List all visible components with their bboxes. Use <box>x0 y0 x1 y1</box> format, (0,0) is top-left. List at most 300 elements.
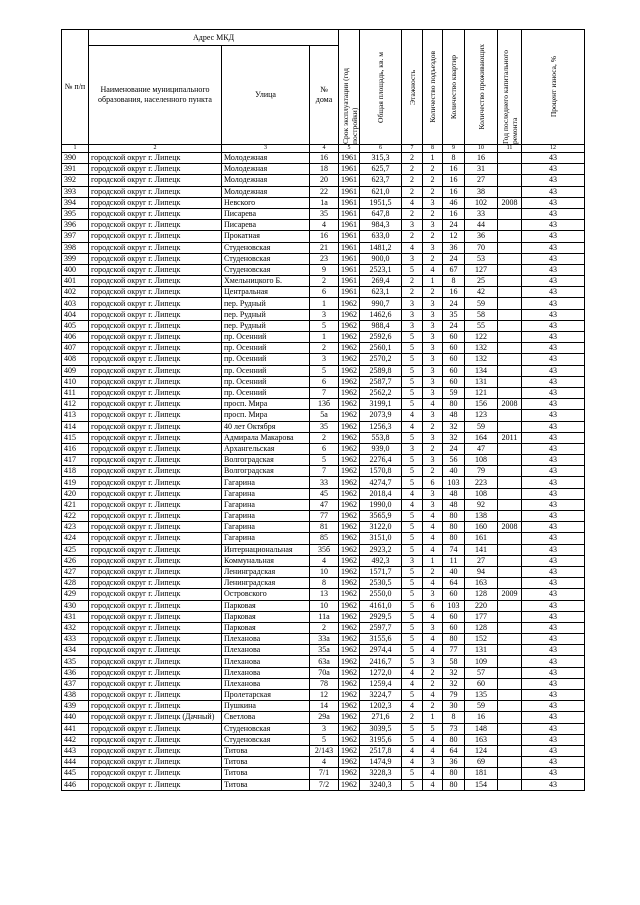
last-repair-cell <box>498 533 522 544</box>
house-cell: 78 <box>310 678 339 689</box>
street-cell: пр. Осенний <box>222 387 310 398</box>
apartments-cell: 24 <box>443 443 465 454</box>
wear-cell: 43 <box>522 332 585 343</box>
municipality-cell: городской округ г. Липецк <box>89 522 222 533</box>
floors-cell: 5 <box>402 343 423 354</box>
entrances-cell: 4 <box>423 734 443 745</box>
municipality-cell: городской округ г. Липецк <box>89 231 222 242</box>
house-cell: 5 <box>310 455 339 466</box>
row-num-cell: 410 <box>62 376 89 387</box>
year-cell: 1962 <box>339 443 360 454</box>
entrances-cell: 2 <box>423 701 443 712</box>
area-cell: 2276,4 <box>360 455 402 466</box>
area-cell: 623,1 <box>360 287 402 298</box>
area-cell: 2929,5 <box>360 611 402 622</box>
last-repair-cell <box>498 443 522 454</box>
area-cell: 2562,2 <box>360 387 402 398</box>
apartments-cell: 46 <box>443 197 465 208</box>
house-cell: 20 <box>310 175 339 186</box>
last-repair-cell <box>498 634 522 645</box>
apartments-cell: 48 <box>443 410 465 421</box>
wear-cell: 43 <box>522 611 585 622</box>
row-num-cell: 413 <box>62 410 89 421</box>
entrances-cell: 3 <box>423 320 443 331</box>
last-repair-cell <box>498 488 522 499</box>
municipality-cell: городской округ г. Липецк <box>89 477 222 488</box>
row-num-cell: 437 <box>62 678 89 689</box>
row-num-cell: 426 <box>62 555 89 566</box>
row-num-cell: 428 <box>62 578 89 589</box>
apartments-cell: 11 <box>443 555 465 566</box>
street-cell: Молодежная <box>222 164 310 175</box>
year-cell: 1962 <box>339 466 360 477</box>
floors-cell: 5 <box>402 578 423 589</box>
entrances-cell: 4 <box>423 511 443 522</box>
row-num-cell: 440 <box>62 712 89 723</box>
area-cell: 553,8 <box>360 432 402 443</box>
wear-cell: 43 <box>522 399 585 410</box>
municipality-cell: городской округ г. Липецк <box>89 600 222 611</box>
house-cell: 63а <box>310 656 339 667</box>
area-cell: 2517,8 <box>360 745 402 756</box>
last-repair-cell <box>498 343 522 354</box>
house-cell: 11а <box>310 611 339 622</box>
municipality-cell: городской округ г. Липецк <box>89 242 222 253</box>
house-cell: 16 <box>310 153 339 164</box>
apartments-cell: 80 <box>443 634 465 645</box>
last-repair-cell <box>498 611 522 622</box>
house-cell: 4 <box>310 220 339 231</box>
last-repair-cell: 2008 <box>498 522 522 533</box>
row-num-cell: 422 <box>62 511 89 522</box>
apartments-cell: 36 <box>443 242 465 253</box>
entrances-cell: 4 <box>423 745 443 756</box>
house-cell: 77 <box>310 511 339 522</box>
area-cell: 2923,2 <box>360 544 402 555</box>
entrances-cell: 1 <box>423 153 443 164</box>
last-repair-cell <box>498 376 522 387</box>
entrances-cell: 2 <box>423 466 443 477</box>
apartments-cell: 24 <box>443 220 465 231</box>
last-repair-cell: 2008 <box>498 399 522 410</box>
residents-cell: 156 <box>465 399 498 410</box>
area-cell: 3155,6 <box>360 634 402 645</box>
year-cell: 1961 <box>339 175 360 186</box>
entrances-cell: 4 <box>423 779 443 790</box>
year-cell: 1962 <box>339 332 360 343</box>
last-repair-cell <box>498 745 522 756</box>
municipality-cell: городской округ г. Липецк <box>89 555 222 566</box>
wear-cell: 43 <box>522 320 585 331</box>
wear-cell: 43 <box>522 387 585 398</box>
floors-cell: 3 <box>402 220 423 231</box>
entrances-cell: 3 <box>423 589 443 600</box>
table-row <box>62 712 585 723</box>
apartments-cell: 30 <box>443 701 465 712</box>
apartments-cell: 64 <box>443 578 465 589</box>
residents-cell: 160 <box>465 522 498 533</box>
municipality-cell: городской округ г. Липецк <box>89 488 222 499</box>
wear-cell: 43 <box>522 622 585 633</box>
wear-cell: 43 <box>522 690 585 701</box>
wear-cell: 43 <box>522 208 585 219</box>
house-cell: 4 <box>310 757 339 768</box>
table-row <box>62 164 585 175</box>
street-cell: Титова <box>222 745 310 756</box>
municipality-cell: городской округ г. Липецк <box>89 186 222 197</box>
year-cell: 1962 <box>339 555 360 566</box>
year-cell: 1962 <box>339 410 360 421</box>
house-cell: 3 <box>310 309 339 320</box>
wear-cell: 43 <box>522 231 585 242</box>
apartments-cell: 77 <box>443 645 465 656</box>
floors-cell: 4 <box>402 678 423 689</box>
table-row <box>62 376 585 387</box>
residents-cell: 16 <box>465 712 498 723</box>
table-row <box>62 499 585 510</box>
house-cell: 35б <box>310 544 339 555</box>
last-repair-cell <box>498 690 522 701</box>
street-cell: Ленинградская <box>222 566 310 577</box>
table-row <box>62 242 585 253</box>
table-row <box>62 723 585 734</box>
table-row <box>62 611 585 622</box>
area-cell: 1951,5 <box>360 197 402 208</box>
row-num-cell: 400 <box>62 264 89 275</box>
street-cell: Писарева <box>222 220 310 231</box>
year-cell: 1962 <box>339 477 360 488</box>
column-number-cell: 2 <box>89 145 222 153</box>
apartments-cell: 60 <box>443 365 465 376</box>
row-num-cell: 434 <box>62 645 89 656</box>
floors-cell: 5 <box>402 690 423 701</box>
row-num-cell: 444 <box>62 757 89 768</box>
floors-cell: 2 <box>402 231 423 242</box>
house-cell: 1а <box>310 197 339 208</box>
house-cell: 5 <box>310 320 339 331</box>
row-num-cell: 418 <box>62 466 89 477</box>
house-cell: 81 <box>310 522 339 533</box>
apartments-cell: 58 <box>443 656 465 667</box>
year-cell: 1962 <box>339 712 360 723</box>
house-cell: 35 <box>310 421 339 432</box>
area-cell: 4274,7 <box>360 477 402 488</box>
street-cell: пр. Осенний <box>222 365 310 376</box>
row-num-cell: 439 <box>62 701 89 712</box>
area-cell: 625,7 <box>360 164 402 175</box>
entrances-cell: 4 <box>423 544 443 555</box>
table-row <box>62 175 585 186</box>
area-cell: 1272,0 <box>360 667 402 678</box>
area-cell: 3122,0 <box>360 522 402 533</box>
area-cell: 315,3 <box>360 153 402 164</box>
entrances-cell: 2 <box>423 678 443 689</box>
year-cell: 1962 <box>339 365 360 376</box>
entrances-cell: 4 <box>423 690 443 701</box>
year-cell: 1962 <box>339 656 360 667</box>
area-cell: 621,0 <box>360 186 402 197</box>
entrances-cell: 2 <box>423 421 443 432</box>
municipality-cell: городской округ г. Липецк <box>89 298 222 309</box>
row-num-cell: 397 <box>62 231 89 242</box>
street-cell: Титова <box>222 757 310 768</box>
last-repair-cell <box>498 701 522 712</box>
wear-cell: 43 <box>522 555 585 566</box>
year-cell: 1962 <box>339 511 360 522</box>
year-cell: 1961 <box>339 253 360 264</box>
row-num-cell: 435 <box>62 656 89 667</box>
apartments-cell: 16 <box>443 186 465 197</box>
apartments-cell: 79 <box>443 690 465 701</box>
floors-cell: 5 <box>402 634 423 645</box>
apartments-cell: 80 <box>443 522 465 533</box>
wear-cell: 43 <box>522 600 585 611</box>
floors-cell: 4 <box>402 757 423 768</box>
municipality-cell: городской округ г. Липецк <box>89 533 222 544</box>
floors-cell: 4 <box>402 421 423 432</box>
residents-cell: 59 <box>465 701 498 712</box>
street-cell: Гагарина <box>222 477 310 488</box>
row-num-cell: 419 <box>62 477 89 488</box>
entrances-cell: 3 <box>423 332 443 343</box>
residents-cell: 177 <box>465 611 498 622</box>
year-cell: 1961 <box>339 287 360 298</box>
area-cell: 3195,6 <box>360 734 402 745</box>
residents-cell: 132 <box>465 343 498 354</box>
col-header-wear: Процент износа, % <box>548 56 558 118</box>
municipality-cell: городской округ г. Липецк <box>89 779 222 790</box>
entrances-cell: 2 <box>423 287 443 298</box>
column-number-row <box>62 145 585 153</box>
area-cell: 3240,3 <box>360 779 402 790</box>
residents-cell: 33 <box>465 208 498 219</box>
street-cell: пр. Осенний <box>222 343 310 354</box>
year-cell: 1962 <box>339 667 360 678</box>
last-repair-cell: 2011 <box>498 432 522 443</box>
wear-cell: 43 <box>522 589 585 600</box>
table-row <box>62 656 585 667</box>
apartments-cell: 60 <box>443 622 465 633</box>
col-header-address-group: Адрес МКД <box>89 30 339 46</box>
last-repair-cell <box>498 320 522 331</box>
apartments-cell: 32 <box>443 432 465 443</box>
municipality-cell: городской округ г. Липецк <box>89 578 222 589</box>
municipality-cell: городской округ г. Липецк <box>89 421 222 432</box>
entrances-cell: 4 <box>423 533 443 544</box>
year-cell: 1962 <box>339 723 360 734</box>
column-number-cell: 8 <box>423 145 443 153</box>
column-number-cell: 3 <box>222 145 310 153</box>
house-cell: 13 <box>310 589 339 600</box>
year-cell: 1961 <box>339 208 360 219</box>
row-num-cell: 414 <box>62 421 89 432</box>
wear-cell: 43 <box>522 667 585 678</box>
apartments-cell: 80 <box>443 768 465 779</box>
street-cell: Интернациональная <box>222 544 310 555</box>
entrances-cell: 2 <box>423 175 443 186</box>
house-cell: 8 <box>310 578 339 589</box>
table-row <box>62 488 585 499</box>
municipality-cell: городской округ г. Липецк <box>89 645 222 656</box>
street-cell: Прокатная <box>222 231 310 242</box>
last-repair-cell <box>498 455 522 466</box>
table-row <box>62 734 585 745</box>
apartments-cell: 59 <box>443 387 465 398</box>
last-repair-cell <box>498 566 522 577</box>
wear-cell: 43 <box>522 477 585 488</box>
area-cell: 1256,3 <box>360 421 402 432</box>
floors-cell: 5 <box>402 779 423 790</box>
row-num-cell: 415 <box>62 432 89 443</box>
entrances-cell: 3 <box>423 757 443 768</box>
municipality-cell: городской округ г. Липецк <box>89 511 222 522</box>
year-cell: 1962 <box>339 298 360 309</box>
apartments-cell: 32 <box>443 678 465 689</box>
municipality-cell: городской округ г. Липецк <box>89 320 222 331</box>
municipality-cell: городской округ г. Липецк <box>89 499 222 510</box>
wear-cell: 43 <box>522 701 585 712</box>
municipality-cell: городской округ г. Липецк <box>89 197 222 208</box>
street-cell: пр. Осенний <box>222 376 310 387</box>
table-row <box>62 622 585 633</box>
floors-cell: 4 <box>402 667 423 678</box>
wear-cell: 43 <box>522 264 585 275</box>
wear-cell: 43 <box>522 544 585 555</box>
row-num-cell: 417 <box>62 455 89 466</box>
residents-cell: 47 <box>465 443 498 454</box>
apartments-cell: 8 <box>443 153 465 164</box>
floors-cell: 2 <box>402 287 423 298</box>
table-row <box>62 634 585 645</box>
floors-cell: 5 <box>402 387 423 398</box>
wear-cell: 43 <box>522 175 585 186</box>
residents-cell: 108 <box>465 455 498 466</box>
municipality-cell: городской округ г. Липецк <box>89 690 222 701</box>
row-num-cell: 446 <box>62 779 89 790</box>
municipality-cell: городской округ г. Липецк <box>89 678 222 689</box>
area-cell: 988,4 <box>360 320 402 331</box>
residents-cell: 124 <box>465 745 498 756</box>
street-cell: 40 лет Октября <box>222 421 310 432</box>
table-row <box>62 153 585 164</box>
table-row <box>62 690 585 701</box>
row-num-cell: 392 <box>62 175 89 186</box>
last-repair-cell <box>498 544 522 555</box>
table-row <box>62 455 585 466</box>
row-num-cell: 424 <box>62 533 89 544</box>
floors-cell: 5 <box>402 332 423 343</box>
column-number-cell: 10 <box>465 145 498 153</box>
entrances-cell: 4 <box>423 768 443 779</box>
floors-cell: 5 <box>402 645 423 656</box>
area-cell: 271,6 <box>360 712 402 723</box>
house-cell: 18 <box>310 164 339 175</box>
entrances-cell: 4 <box>423 634 443 645</box>
entrances-cell: 3 <box>423 455 443 466</box>
municipality-cell: городской округ г. Липецк <box>89 153 222 164</box>
house-cell: 12 <box>310 690 339 701</box>
col-header-street: Улица <box>222 46 310 145</box>
floors-cell: 4 <box>402 242 423 253</box>
year-cell: 1962 <box>339 309 360 320</box>
year-cell: 1962 <box>339 678 360 689</box>
street-cell: Ленинградская <box>222 578 310 589</box>
last-repair-cell <box>498 242 522 253</box>
last-repair-cell <box>498 734 522 745</box>
street-cell: просп. Мира <box>222 399 310 410</box>
table-row <box>62 701 585 712</box>
floors-cell: 4 <box>402 701 423 712</box>
street-cell: Титова <box>222 779 310 790</box>
residents-cell: 44 <box>465 220 498 231</box>
house-cell: 2/143 <box>310 745 339 756</box>
col-header-num: № п/п <box>62 30 89 145</box>
last-repair-cell <box>498 175 522 186</box>
table-row <box>62 320 585 331</box>
street-cell: Плеханова <box>222 678 310 689</box>
entrances-cell: 3 <box>423 376 443 387</box>
street-cell: Хмельницкого Б. <box>222 276 310 287</box>
house-cell: 2 <box>310 343 339 354</box>
year-cell: 1962 <box>339 701 360 712</box>
municipality-cell: городской округ г. Липецк <box>89 332 222 343</box>
year-cell: 1962 <box>339 779 360 790</box>
table-row <box>62 533 585 544</box>
street-cell: Студеновская <box>222 723 310 734</box>
municipality-cell: городской округ г. Липецк <box>89 208 222 219</box>
year-cell: 1962 <box>339 533 360 544</box>
entrances-cell: 3 <box>423 343 443 354</box>
apartments-cell: 40 <box>443 566 465 577</box>
table-row <box>62 466 585 477</box>
house-cell: 45 <box>310 488 339 499</box>
last-repair-cell <box>498 208 522 219</box>
table-row <box>62 779 585 790</box>
last-repair-cell <box>498 768 522 779</box>
last-repair-cell <box>498 466 522 477</box>
entrances-cell: 2 <box>423 443 443 454</box>
municipality-cell: городской округ г. Липецк <box>89 745 222 756</box>
house-cell: 29а <box>310 712 339 723</box>
table-row <box>62 287 585 298</box>
wear-cell: 43 <box>522 511 585 522</box>
municipality-cell: городской округ г. Липецк <box>89 757 222 768</box>
residents-cell: 135 <box>465 690 498 701</box>
row-num-cell: 407 <box>62 343 89 354</box>
house-cell: 35а <box>310 645 339 656</box>
house-cell: 13б <box>310 399 339 410</box>
municipality-cell: городской округ г. Липецк <box>89 544 222 555</box>
floors-cell: 5 <box>402 511 423 522</box>
floors-cell: 5 <box>402 466 423 477</box>
last-repair-cell <box>498 365 522 376</box>
wear-cell: 43 <box>522 578 585 589</box>
row-num-cell: 430 <box>62 600 89 611</box>
street-cell: пр. Осенний <box>222 354 310 365</box>
wear-cell: 43 <box>522 354 585 365</box>
wear-cell: 43 <box>522 186 585 197</box>
street-cell: Титова <box>222 768 310 779</box>
house-cell: 2 <box>310 432 339 443</box>
year-cell: 1961 <box>339 220 360 231</box>
residents-cell: 123 <box>465 410 498 421</box>
apartments-cell: 16 <box>443 208 465 219</box>
column-number-cell: 7 <box>402 145 423 153</box>
residents-cell: 38 <box>465 186 498 197</box>
table-row <box>62 477 585 488</box>
table-row <box>62 220 585 231</box>
row-num-cell: 423 <box>62 522 89 533</box>
